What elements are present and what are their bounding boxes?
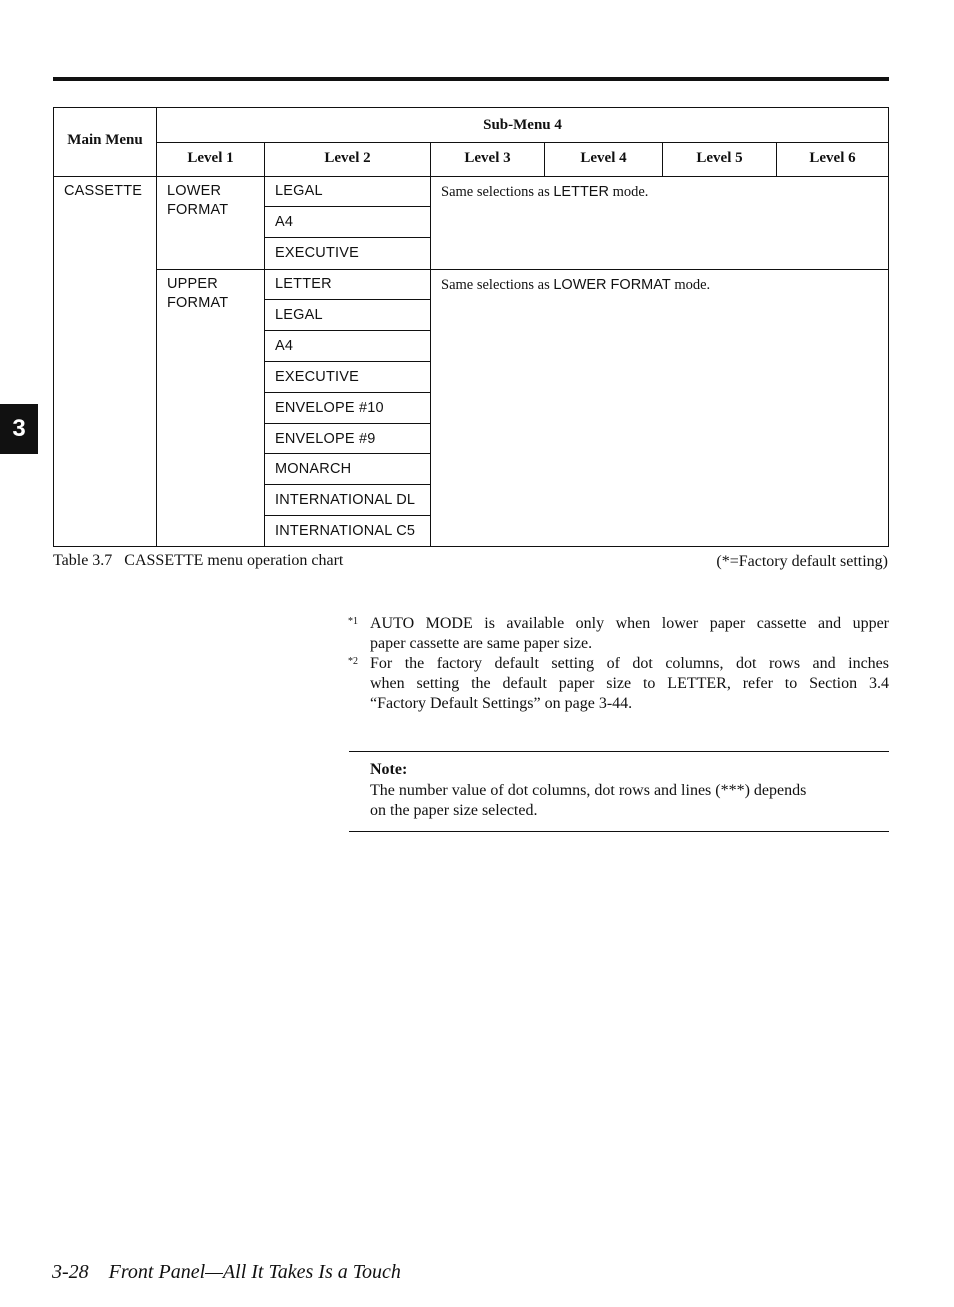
level-header-6: Level 6 xyxy=(809,150,856,166)
row-divider xyxy=(264,515,430,516)
page-footer xyxy=(52,1261,401,1284)
level2-item: EXECUTIVE xyxy=(275,369,359,385)
level2-item: LEGAL xyxy=(275,307,323,323)
level1-lower-line2: FORMAT xyxy=(167,202,229,218)
footnote-line: when setting the default paper size to LETTER, refer to Section 3.4 xyxy=(370,675,889,692)
table-caption: Table 3.7 CASSETTE menu operation chart xyxy=(53,552,344,569)
group2-same-selections-note: Same selections as LOWER FORMAT mode. xyxy=(441,277,711,293)
level2-item: INTERNATIONAL C5 xyxy=(275,523,416,539)
level-header-1: Level 1 xyxy=(187,150,234,166)
level1-lower-line1: LOWER xyxy=(167,183,222,199)
note-top-rule xyxy=(349,751,889,752)
table-border-left xyxy=(53,107,54,547)
footnote-line: “Factory Default Settings” on page 3-44. xyxy=(370,695,633,712)
submenu-header: Sub-Menu 4 xyxy=(483,117,562,133)
level-header-4: Level 4 xyxy=(580,150,627,166)
col-divider-main xyxy=(156,107,157,547)
factory-default-note: (*=Factory default setting) xyxy=(716,553,888,570)
level-header-3: Level 3 xyxy=(464,150,511,166)
level2-item: LEGAL xyxy=(275,183,323,199)
level2-item: EXECUTIVE xyxy=(275,245,359,261)
footnote-line: AUTO MODE is available only when lower paper cassette and upper xyxy=(370,615,889,632)
row-divider xyxy=(264,392,430,393)
row-divider xyxy=(264,299,430,300)
row-divider xyxy=(264,361,430,362)
note-line: on the paper size selected. xyxy=(370,802,538,819)
level2-item: ENVELOPE #9 xyxy=(275,431,376,447)
note-body xyxy=(370,781,885,821)
table-border-right xyxy=(888,107,889,547)
footnote-line: For the factory default setting of dot columns, dot rows and inches xyxy=(370,655,889,672)
row-divider xyxy=(264,453,430,454)
main-menu-item-cassette: CASSETTE xyxy=(64,183,143,199)
chapter-title: Front Panel—All It Takes Is a Touch xyxy=(108,1261,401,1283)
table-border-bottom xyxy=(53,546,889,547)
section-tab: 3 xyxy=(0,404,38,454)
row-divider xyxy=(264,206,430,207)
level2-item: ENVELOPE #10 xyxy=(275,400,384,416)
level1-upper-line1: UPPER xyxy=(167,276,218,292)
main-menu-header: Main Menu xyxy=(67,132,143,148)
cassette-menu-table xyxy=(0,0,954,560)
row-divider xyxy=(264,484,430,485)
level2-item: A4 xyxy=(275,214,294,230)
level2-item: MONARCH xyxy=(275,461,352,477)
level2-item: LETTER xyxy=(275,276,332,292)
submenu-divider xyxy=(156,142,889,143)
group1-same-selections-note: Same selections as LETTER mode. xyxy=(441,184,649,200)
level-header-2: Level 2 xyxy=(324,150,371,166)
footnote-mark: *1 xyxy=(348,616,358,627)
footnote-2 xyxy=(348,654,889,714)
row-divider xyxy=(264,330,430,331)
row-divider xyxy=(264,423,430,424)
note-bottom-rule xyxy=(349,831,889,832)
row-divider xyxy=(264,237,430,238)
page-number: 3-28 xyxy=(52,1261,89,1283)
footnote-mark: *2 xyxy=(348,656,358,667)
note-title: Note: xyxy=(370,761,408,778)
level2-item: A4 xyxy=(275,338,294,354)
level-header-5: Level 5 xyxy=(696,150,743,166)
group-divider xyxy=(156,269,889,270)
level2-item: INTERNATIONAL DL xyxy=(275,492,416,508)
col-divider-level1 xyxy=(264,142,265,547)
col-divider-level2 xyxy=(430,142,431,547)
note-line: The number value of dot columns, dot rows and lines (***) depends xyxy=(370,782,807,799)
footnote-line: paper cassette are same paper size. xyxy=(370,635,593,652)
footnote-1 xyxy=(348,614,889,654)
table-border-top xyxy=(53,107,889,108)
header-bottom-rule xyxy=(53,176,889,177)
level1-upper-line2: FORMAT xyxy=(167,295,229,311)
